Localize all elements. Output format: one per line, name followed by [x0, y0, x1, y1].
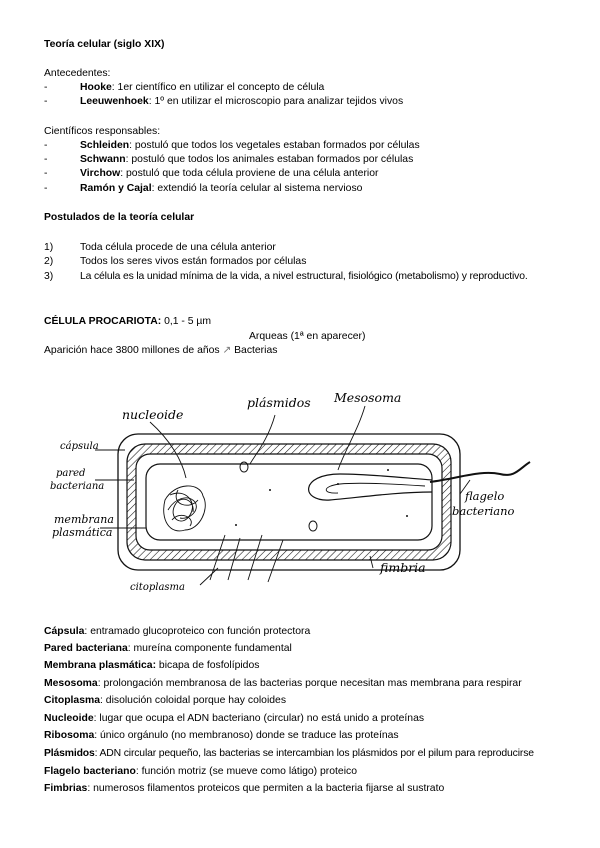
label-flagelo-1: flagelo: [465, 489, 505, 503]
label-flagelo-2: bacteriano: [452, 504, 515, 518]
plasmid: [309, 521, 317, 531]
glossary-item: Cápsula: entramado glucoproteico con función protectora: [44, 626, 311, 637]
postulados-heading: Postulados de la teoría celular: [44, 212, 195, 223]
cell-wall: [127, 444, 451, 560]
plasma-membrane: [146, 464, 432, 540]
glossary-item: Membrana plasmática: bicapa de fosfolípidos: [44, 660, 260, 671]
cientificos-heading: Científicos responsables:: [44, 126, 161, 137]
procariota-heading: CÉLULA PROCARIOTA: 0,1 - 5 µm: [44, 316, 212, 327]
glossary-item: Nucleoide: lugar que ocupa el ADN bacteriano (circular) no está unido a proteínas: [44, 713, 425, 724]
nucleoid: [164, 486, 206, 531]
glossary-item: Plásmidos: ADN circular pequeño, las bacterias se intercambian los plásmidos por el pilum para reproducirse: [44, 748, 534, 759]
label-plasmidos: plásmidos: [247, 395, 311, 410]
label-pared-2: bacteriana: [50, 481, 105, 492]
ribosomes: [235, 469, 408, 526]
label-pared-1: pared: [56, 468, 86, 479]
prokaryote-diagram: [0, 370, 600, 610]
aparicion-line: Aparición hace 3800 millones de años ↗ Bacterias: [44, 345, 278, 356]
label-citoplasma: citoplasma: [130, 582, 185, 593]
arrow-icon: ↗: [222, 345, 232, 356]
glossary-item: Ribosoma: único orgánulo (no membranoso) donde se traduce las proteínas: [44, 730, 399, 741]
arqueas-label: Arqueas (1ª en aparecer): [249, 331, 366, 342]
label-capsula: cápsula: [60, 441, 99, 452]
glossary-item: Mesosoma: prolongación membranosa de las bacterias porque necesitan mas membrana para respirar: [44, 678, 522, 689]
glossary-item: Pared bacteriana: mureína componente fundamental: [44, 643, 292, 654]
glossary-item: Flagelo bacteriano: función motriz (se mueve como látigo) proteico: [44, 766, 357, 777]
mesosome: [309, 474, 432, 500]
page-title: Teoría celular (siglo XIX): [44, 39, 165, 50]
label-fimbria: fimbria: [380, 560, 426, 575]
antecedentes-heading: Antecedentes:: [44, 68, 111, 79]
label-membrana-2: plasmática: [52, 526, 113, 539]
glossary-item: Citoplasma: disolución coloidal porque hay coloides: [44, 695, 287, 706]
glossary-item: Fimbrias: numerosos filamentos proteicos que permiten a la bacteria fijarse al sustrato: [44, 783, 445, 794]
label-mesosoma: Mesosoma: [334, 390, 402, 405]
label-membrana-1: membrana: [54, 513, 114, 526]
label-nucleoide: nucleoide: [122, 407, 184, 422]
